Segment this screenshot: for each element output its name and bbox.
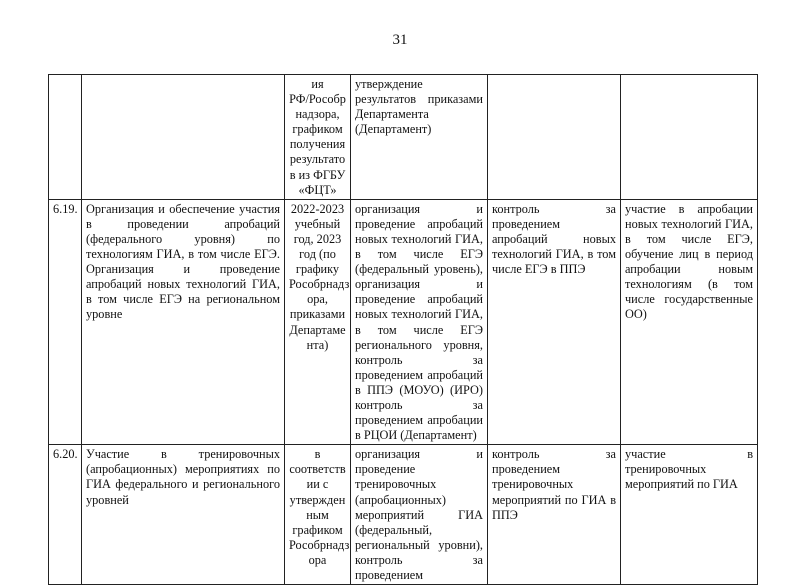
page-number: 31: [392, 32, 408, 48]
activity-cell: Участие в тренировочных (апробационных) мероприятиях по ГИА федерального и регионального уровней: [82, 445, 285, 585]
school-level-cell: участие в апробации новых технологий ГИА, в том числе ЕГЭ, обучение лиц в период апробации новым технологиям (в том числе государственные ОО): [621, 199, 758, 445]
deadline-line: Департаме: [289, 322, 346, 337]
municipal-level-cell: контроль за проведением тренировочных мероприятий по ГИА в ППЭ: [488, 445, 621, 585]
deadline-line: в: [314, 447, 321, 462]
deadline-line: год (по: [299, 247, 336, 262]
deadline-cell: [285, 445, 351, 585]
deadline-line: утвержден: [289, 492, 346, 507]
table-row: [49, 199, 758, 445]
table-row: [49, 445, 758, 585]
deadline-line: нта): [306, 337, 329, 352]
plan-table: [48, 74, 758, 585]
deadline-line: учебный: [294, 216, 341, 231]
deadline-line: получения: [289, 137, 346, 152]
deadline-line: ным: [306, 507, 329, 522]
regional-level-cell: организация и проведение апробаций новых технологий ГИА, в том числе ЕГЭ (федеральный уровень), организация и проведение апробаций новых технологий ГИА, в том числе ЕГЭ регионального уровня, контроль за проведением апробаций в ППЭ (МОУО) (ИРО) контроль за проведением апробации в РЦОИ (Департамент): [351, 199, 488, 445]
deadline-cell: [285, 75, 351, 200]
deadline-line: графиком: [292, 122, 343, 137]
deadline-line: надзора,: [295, 107, 340, 122]
deadline-line: ия: [311, 77, 324, 91]
row-number: [49, 75, 82, 200]
deadline-line: приказами: [289, 307, 346, 322]
activity-cell: [82, 75, 285, 200]
deadline-line: ора,: [307, 292, 328, 307]
regional-level-cell: утверждение результатов приказами Департамента (Департамент): [351, 75, 488, 200]
deadline-line: 2022-2023: [290, 201, 345, 216]
school-level-cell: участие в тренировочных мероприятий по ГИА: [621, 445, 758, 585]
deadline-cell: [285, 199, 351, 445]
deadline-line: графиком: [292, 522, 343, 537]
regional-level-cell: организация и проведение тренировочных (апробационных) мероприятий ГИА (федеральный, региональный уровни), контроль за проведением: [351, 445, 488, 585]
deadline-line: ора: [308, 552, 327, 567]
school-level-cell: [621, 75, 758, 200]
deadline-line: Рособрнадз: [289, 537, 350, 552]
municipal-level-cell: [488, 75, 621, 200]
activity-cell: Организация и обеспечение участия в проведении апробаций (федерального уровня) по технологиям ГИА, в том числе ЕГЭ. Организация и проведение апробаций новых технологий ГИА, в том числе ЕГЭ на региональном уровне: [82, 199, 285, 445]
deadline-line: «ФЦТ»: [298, 182, 337, 197]
municipal-level-cell: контроль за проведением апробаций новых технологий ГИА, в том числе ЕГЭ в ППЭ: [488, 199, 621, 445]
deadline-line: год, 2023: [293, 231, 342, 246]
deadline-line: графику: [295, 262, 340, 277]
deadline-line: РФ/Рособр: [289, 92, 346, 107]
deadline-line: Рособрнадз: [289, 277, 350, 292]
deadline-line: соответств: [289, 462, 346, 477]
deadline-line: ии с: [306, 477, 329, 492]
table-row: [49, 75, 758, 200]
row-number: 6.20.: [49, 445, 82, 585]
row-number: 6.19.: [49, 199, 82, 445]
deadline-line: результато: [289, 152, 346, 167]
deadline-line: в из ФГБУ: [289, 167, 346, 182]
